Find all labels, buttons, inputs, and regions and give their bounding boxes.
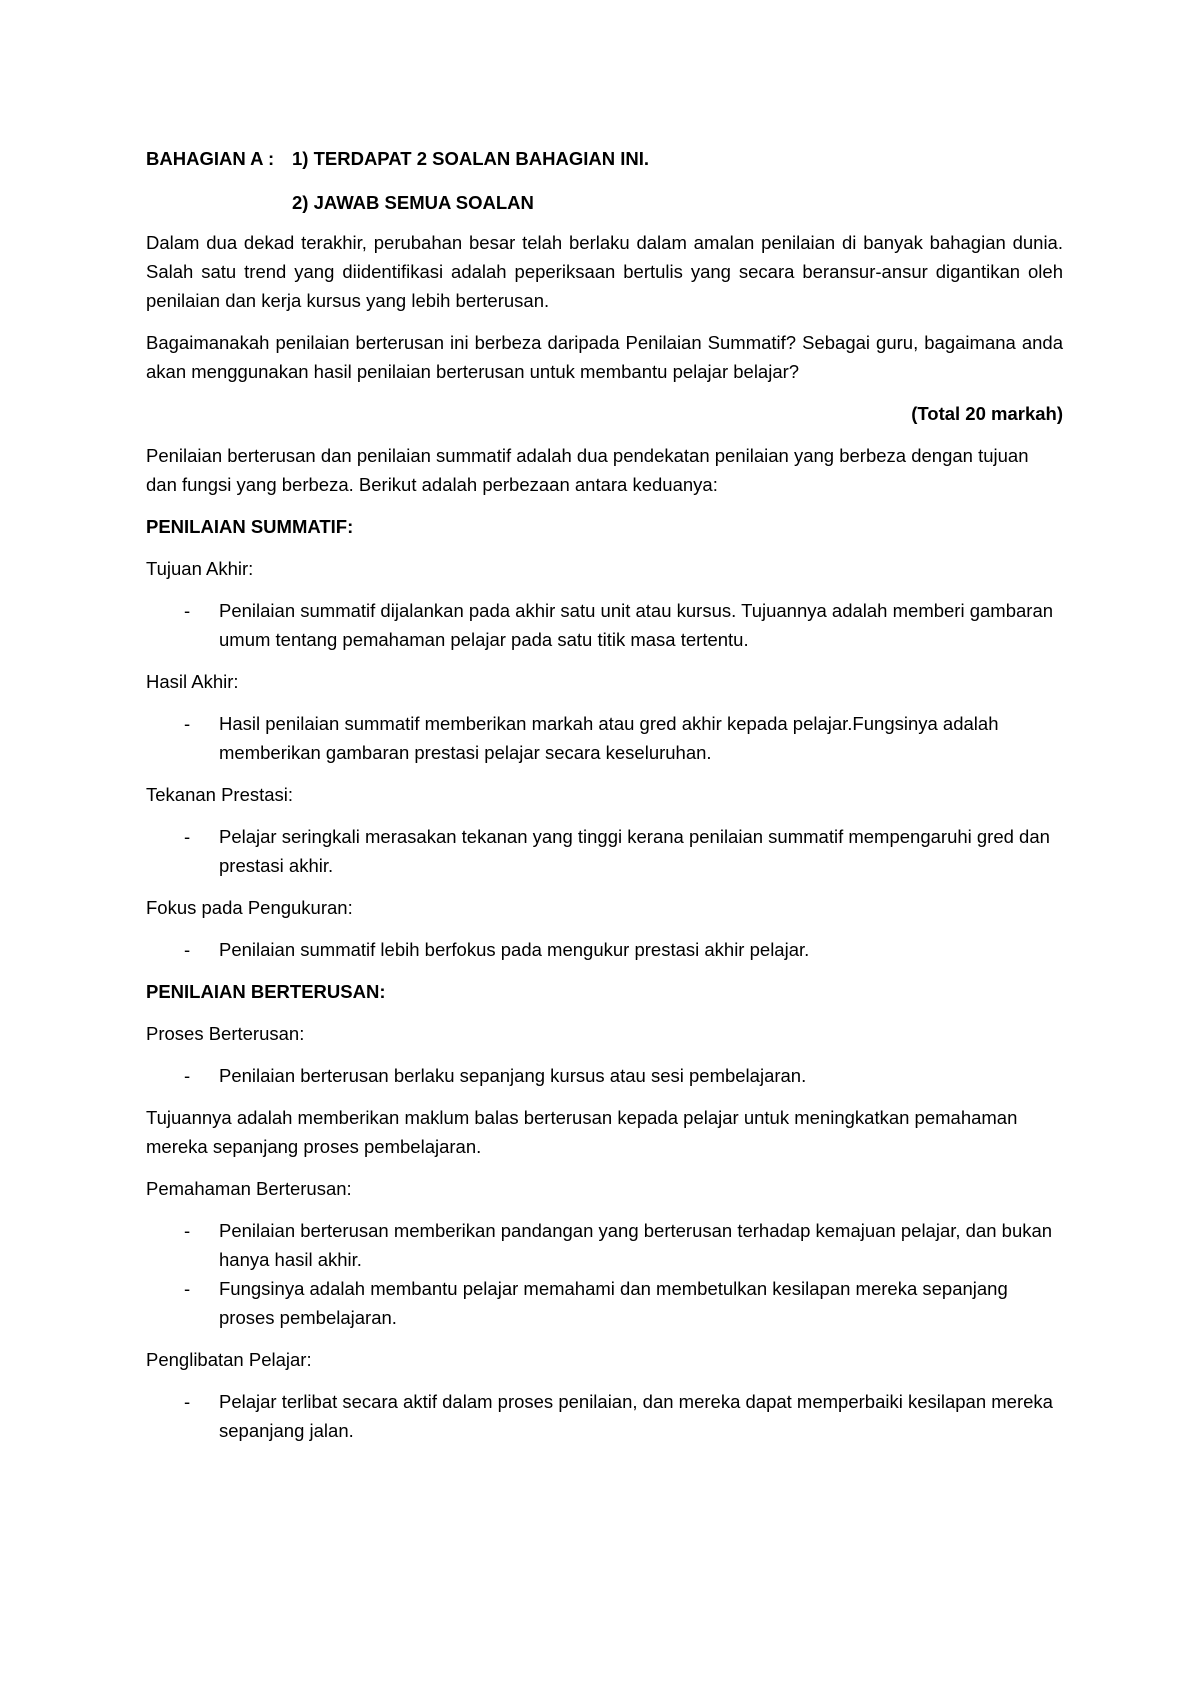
list-item xyxy=(146,822,1063,880)
label-tekanan-prestasi: Tekanan Prestasi: xyxy=(146,784,294,805)
question-paragraph-2: Bagaimanakah penilaian berterusan ini berbeza daripada Penilaian Summatif? Sebagai guru, bagaimana anda akan menggunakan hasil penilaian berterusan untuk membantu pelajar belajar? xyxy=(146,332,1063,382)
label-proses-berterusan: Proses Berterusan: xyxy=(146,1023,305,1044)
list-tujuan-akhir xyxy=(146,596,1063,654)
list-item xyxy=(146,935,1063,964)
list-item xyxy=(146,1387,1063,1445)
instruction-1: 1) TERDAPAT 2 SOALAN BAHAGIAN INI. xyxy=(292,148,649,169)
list-item-text: Pelajar terlibat secara aktif dalam proses penilaian, dan mereka dapat memperbaiki kesilapan mereka sepanjang jalan. xyxy=(219,1391,1053,1441)
list-fokus-pengukuran xyxy=(146,935,1063,964)
label-pemahaman-berterusan: Pemahaman Berterusan: xyxy=(146,1178,352,1199)
bullet-dash: - xyxy=(184,939,191,960)
list-item xyxy=(146,596,1063,654)
list-item xyxy=(146,1216,1063,1274)
answer-intro: Penilaian berterusan dan penilaian summatif adalah dua pendekatan penilaian yang berbeza dengan tujuan dan fungsi yang berbeza. Berikut adalah perbezaan antara keduanya: xyxy=(146,445,1029,495)
bullet-dash: - xyxy=(184,1278,191,1299)
heading-berterusan: PENILAIAN BERTERUSAN: xyxy=(146,981,386,1002)
instruction-2: 2) JAWAB SEMUA SOALAN xyxy=(292,192,534,213)
document-body xyxy=(146,144,1063,1458)
section-label: BAHAGIAN A : xyxy=(146,148,275,169)
list-item-text: Fungsinya adalah membantu pelajar memahami dan membetulkan kesilapan mereka sepanjang proses pembelajaran. xyxy=(219,1278,1008,1328)
label-hasil-akhir: Hasil Akhir: xyxy=(146,671,239,692)
label-tujuan-akhir: Tujuan Akhir: xyxy=(146,558,254,579)
bullet-dash: - xyxy=(184,1391,191,1412)
list-proses-berterusan xyxy=(146,1061,1063,1090)
bullet-dash: - xyxy=(184,826,191,847)
list-item xyxy=(146,709,1063,767)
list-penglibatan-pelajar xyxy=(146,1387,1063,1445)
list-item-text: Penilaian summatif lebih berfokus pada mengukur prestasi akhir pelajar. xyxy=(219,939,810,960)
question-paragraph-1: Dalam dua dekad terakhir, perubahan besar telah berlaku dalam amalan penilaian di banyak bahagian dunia. Salah satu trend yang diidentifikasi adalah peperiksaan bertulis yang secara beransur-ansur digantikan oleh penilaian dan kerja kursus yang lebih berterusan. xyxy=(146,232,1063,311)
list-item-text: Hasil penilaian summatif memberikan markah atau gred akhir kepada pelajar.Fungsinya adalah memberikan gambaran prestasi pelajar secara keseluruhan. xyxy=(219,713,999,763)
bullet-dash: - xyxy=(184,600,191,621)
label-fokus-pengukuran: Fokus pada Pengukuran: xyxy=(146,897,353,918)
list-pemahaman-berterusan xyxy=(146,1216,1063,1332)
bullet-dash: - xyxy=(184,1220,191,1241)
list-item-text: Penilaian berterusan berlaku sepanjang kursus atau sesi pembelajaran. xyxy=(219,1065,807,1086)
heading-summatif: PENILAIAN SUMMATIF: xyxy=(146,516,354,537)
list-item xyxy=(146,1274,1063,1332)
total-marks: (Total 20 markah) xyxy=(911,403,1063,424)
bullet-dash: - xyxy=(184,1065,191,1086)
bullet-dash: - xyxy=(184,713,191,734)
label-penglibatan-pelajar: Penglibatan Pelajar: xyxy=(146,1349,312,1370)
tujuan-paragraph: Tujuannya adalah memberikan maklum balas berterusan kepada pelajar untuk meningkatkan pemahaman mereka sepanjang proses pembelajaran. xyxy=(146,1107,1018,1157)
list-item xyxy=(146,1061,1063,1090)
list-tekanan-prestasi xyxy=(146,822,1063,880)
list-item-text: Penilaian berterusan memberikan pandangan yang berterusan terhadap kemajuan pelajar, dan bukan hanya hasil akhir. xyxy=(219,1220,1053,1270)
list-item-text: Penilaian summatif dijalankan pada akhir satu unit atau kursus. Tujuannya adalah memberi gambaran umum tentang pemahaman pelajar pada satu titik masa tertentu. xyxy=(219,600,1054,650)
section-header xyxy=(146,144,1063,188)
list-hasil-akhir xyxy=(146,709,1063,767)
list-item-text: Pelajar seringkali merasakan tekanan yang tinggi kerana penilaian summatif mempengaruhi gred dan prestasi akhir. xyxy=(219,826,1050,876)
